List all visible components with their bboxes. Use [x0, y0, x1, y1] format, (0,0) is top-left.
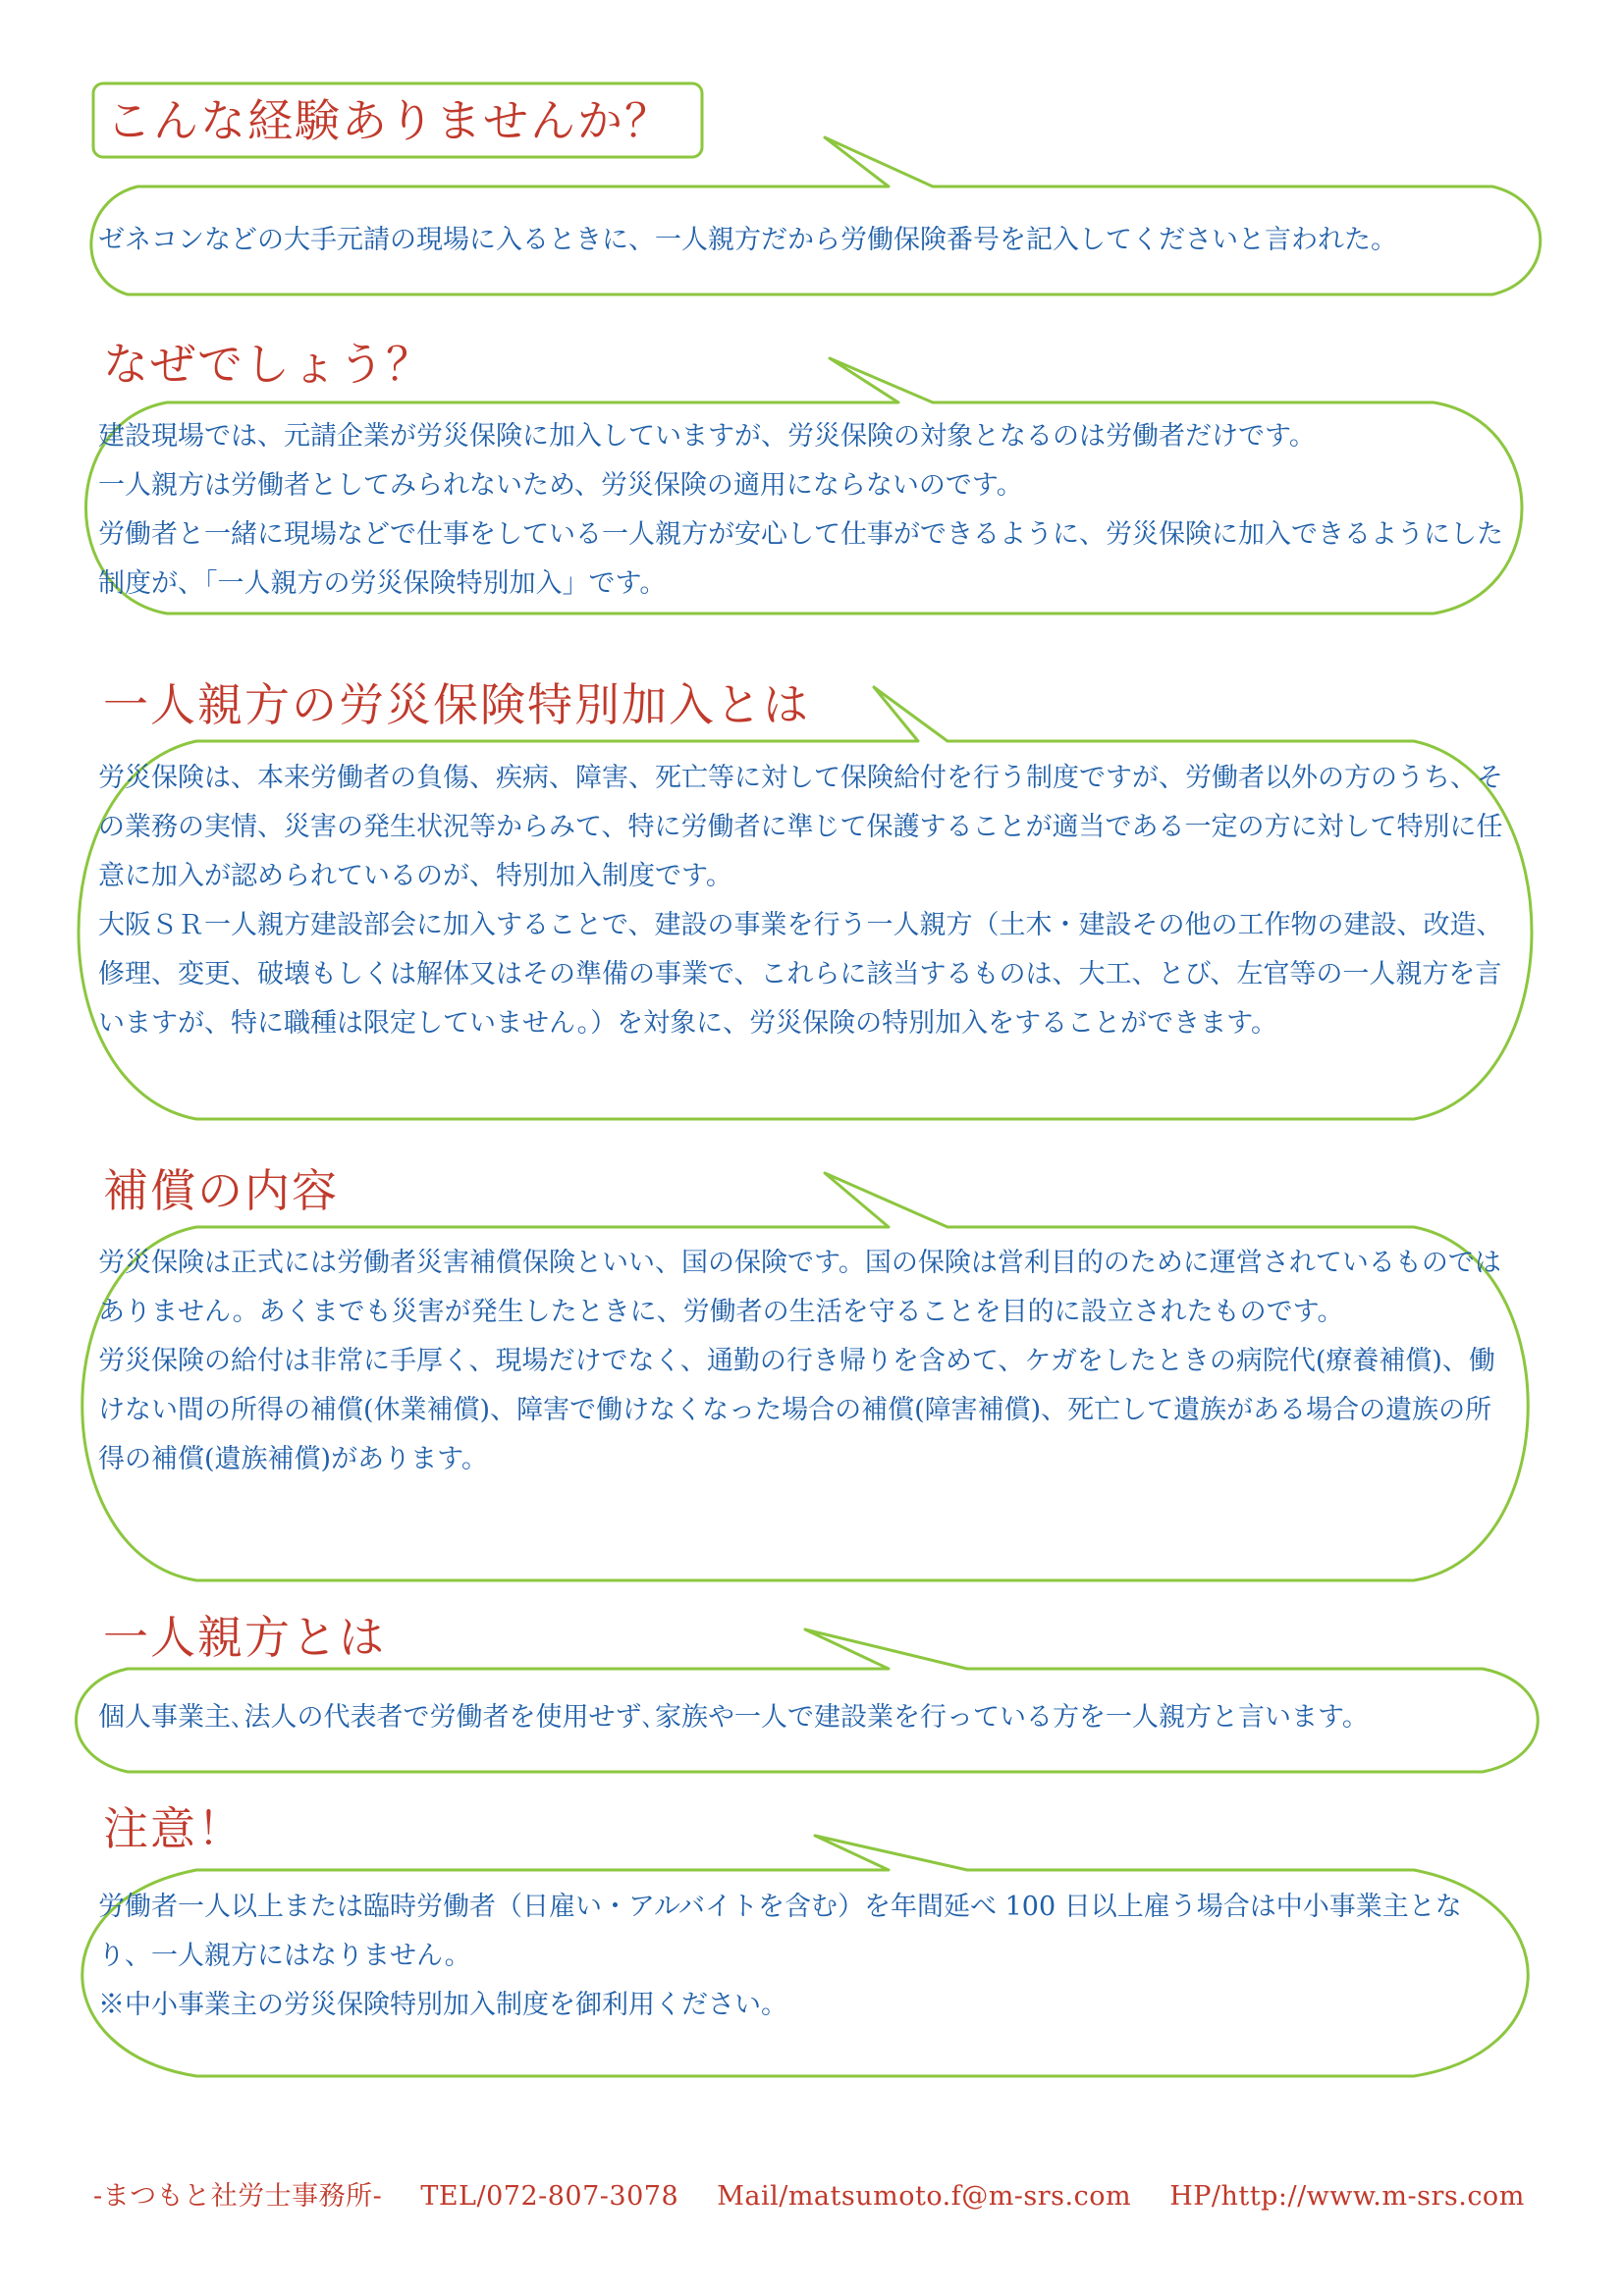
text-compensation [98, 1239, 1512, 1484]
footer-mail[interactable]: Mail/matsumoto.f@m-srs.com [717, 2181, 1132, 2212]
footer-tel: TEL/072-807-3078 [420, 2181, 679, 2212]
paragraph: 労災保険は、本来労働者の負傷、疾病、障害、死亡等に対して保険給付を行う制度ですが、労働者以外の方のうち、その業務の実情、災害の発生状況等からみて、特に労働者に準じて保護することが適当である一定の方に対して特別に任意に加入が認められているのが、特別加入制度です。 [98, 763, 1503, 891]
footer-contact [93, 2174, 1554, 2213]
heading-definition: 一人親方とは [103, 1611, 386, 1664]
heading-caution: 注意！ [103, 1802, 244, 1855]
text-definition [98, 1693, 1532, 1742]
paragraph: 一人親方は労働者としてみられないため、労災保険の適用にならないのです。 [98, 470, 1023, 501]
heading-compensation: 補償の内容 [103, 1164, 339, 1217]
paragraph: 労働者一人以上または臨時労働者（日雇い・アルバイトを含む）を年間延べ 100 日以上雇う場合は中小事業主となり、一人親方にはなりません。 [98, 1892, 1462, 1971]
text-experience [98, 216, 1551, 265]
paragraph: 建設現場では、元請企業が労災保険に加入していますが、労災保険の対象となるのは労働者だけです。 [98, 421, 1316, 452]
heading-about-special: 一人親方の労災保険特別加入とは [103, 678, 810, 731]
footer-hp[interactable]: HP/http://www.m-srs.com [1169, 2181, 1525, 2212]
text-why [98, 412, 1512, 609]
text-caution [98, 1883, 1512, 2030]
footer-office: -まつもと社労士事務所- [93, 2181, 383, 2212]
text-about-special [98, 754, 1512, 1048]
paragraph: 労働者と一緒に現場などで仕事をしている一人親方が安心して仕事ができるように、労災保険に加入できるようにした制度が、「一人親方の労災保険特別加入」です。 [98, 519, 1503, 599]
paragraph: 労災保険は正式には労働者災害補償保険といい、国の保険です。国の保険は営利目的のために運営されているものではありません。あくまでも災害が発生したときに、労働者の生活を守ることを目的に設立されたものです。 [98, 1248, 1501, 1327]
paragraph: 労災保険の給付は非常に手厚く、現場だけでなく、通勤の行き帰りを含めて、ケガをしたときの病院代(療養補償)、働けない間の所得の補償(休業補償)、障害で働けなくなった場合の補償(障害補償)、死亡して遺族がある場合の遺族の所得の補償(遺族補償)があります。 [98, 1346, 1495, 1474]
paragraph: ※中小事業主の労災保険特別加入制度を御利用ください。 [98, 1990, 787, 2020]
heading-experience: こんな経験ありませんか？ [106, 94, 672, 147]
heading-why: なぜでしょう？ [103, 338, 433, 391]
paragraph: 個人事業主､法人の代表者で労働者を使用せず､家族や一人で建設業を行っている方を一人親方と言います。 [98, 1702, 1369, 1733]
paragraph: ゼネコンなどの大手元請の現場に入るときに、一人親方だから労働保険番号を記入してくださいと言われた。 [98, 225, 1397, 255]
paragraph: 大阪ＳＲ一人親方建設部会に加入することで、建設の事業を行う一人親方（土木・建設その他の工作物の建設、改造、修理、変更、破壊もしくは解体又はその準備の事業で、これらに該当するものは、大工、とび、左官等の一人親方を言いますが、特に職種は限定していません。）を対象に、労災保険の特別加入をすることができます。 [98, 910, 1503, 1039]
